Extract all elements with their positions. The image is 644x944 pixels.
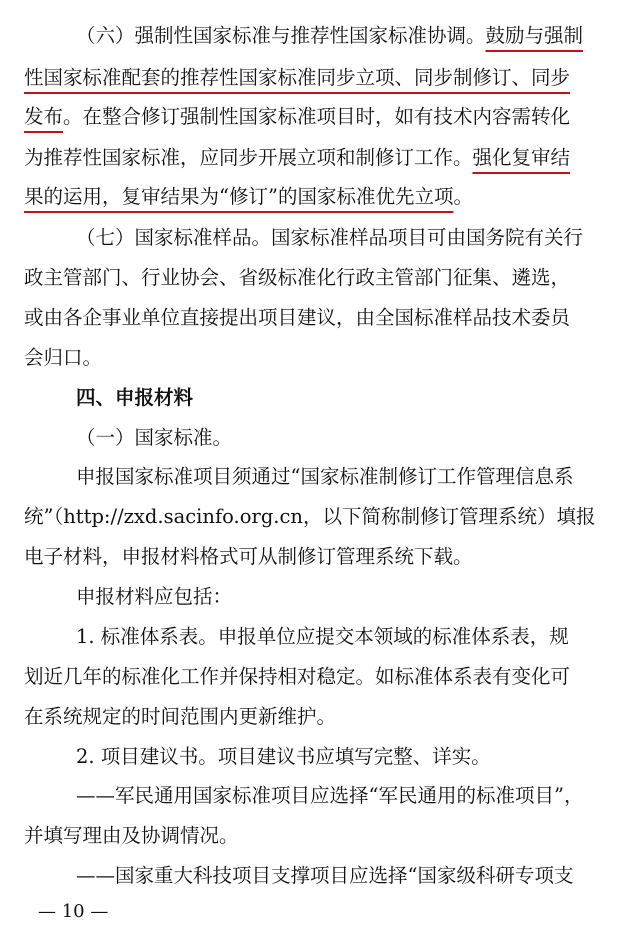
underlined-text: 发布: [24, 105, 64, 128]
line-text: 申报材料应包括：: [76, 585, 233, 608]
line-text: 会归口。: [24, 346, 103, 369]
paragraph-line: [76, 463, 573, 491]
underlined-text: 强化复审结: [472, 146, 571, 169]
paragraph-line: [76, 743, 491, 771]
paragraph-line: [76, 583, 232, 611]
paragraph-line: [24, 543, 473, 571]
line-text: （七）国家标准样品。国家标准样品项目可由国务院有关行: [76, 226, 584, 249]
line-text: 在系统规定的时间范围内更新维护。: [24, 705, 337, 728]
heading-text: 四、申报材料: [76, 386, 194, 409]
paragraph-line: [24, 304, 570, 332]
paragraph-line: [24, 663, 570, 691]
section-heading: [76, 384, 193, 412]
paragraph-line: [76, 424, 232, 452]
line-text: 申报国家标准项目须通过“国家标准制修订工作管理信息系: [76, 465, 574, 488]
line-text: 电子材料，申报材料格式可从制修订管理系统下载。: [24, 545, 473, 568]
paragraph-line: [76, 623, 569, 651]
line-text: 统”（http://zxd.sacinfo.org.cn，以下简称制修订管理系统）填报: [24, 505, 596, 528]
paragraph-line: [24, 264, 570, 292]
paragraph-line: [24, 183, 473, 211]
paragraph-line: [24, 144, 570, 172]
line-text: 2. 项目建议书。项目建议书应填写完整、详实。: [76, 745, 491, 768]
line-text: 划近几年的标准化工作并保持相对稳定。如标准体系表有变化可: [24, 665, 571, 688]
line-text: ——国家重大科技项目支撑项目应选择“国家级科研专项支: [76, 864, 574, 887]
line-text: 。在整合修订强制性国家标准项目时，如有技术内容需转化: [63, 105, 571, 128]
line-text: 1. 标准体系表。申报单位应提交本领域的标准体系表，规: [76, 625, 569, 648]
line-text: （六）强制性国家标准与推荐性国家标准协调。: [76, 24, 486, 47]
underlined-text: 果的运用，复审结果为“修订”的国家标准优先立项: [24, 185, 454, 208]
paragraph-line: [24, 103, 570, 131]
underlined-text: 鼓励与强制: [485, 24, 584, 47]
paragraph-line: [24, 822, 239, 850]
paragraph-line: [76, 862, 573, 890]
line-text: 政主管部门、行业协会、省级标准化行政主管部门征集、遴选，: [24, 266, 571, 289]
paragraph-line: [76, 22, 583, 50]
paragraph-line: [24, 64, 570, 92]
line-text: 。: [453, 185, 473, 208]
paragraph-line: [24, 503, 595, 531]
underlined-text: 性国家标准配套的推荐性国家标准同步立项、同步制修订、同步: [24, 66, 571, 89]
line-text: ——军民通用国家标准项目应选择“军民通用的标准项目”，: [76, 784, 584, 807]
paragraph-line: [24, 703, 336, 731]
paragraph-line: [24, 344, 102, 372]
line-text: （一）国家标准。: [76, 426, 233, 449]
page-number: — 10 —: [38, 901, 109, 922]
line-text: 为推荐性国家标准，应同步开展立项和制修订工作。: [24, 146, 473, 169]
line-text: 或由各企事业单位直接提出项目建议，由全国标准样品技术委员: [24, 306, 571, 329]
paragraph-line: [76, 224, 583, 252]
paragraph-line: [76, 782, 583, 810]
line-text: 并填写理由及协调情况。: [24, 824, 239, 847]
